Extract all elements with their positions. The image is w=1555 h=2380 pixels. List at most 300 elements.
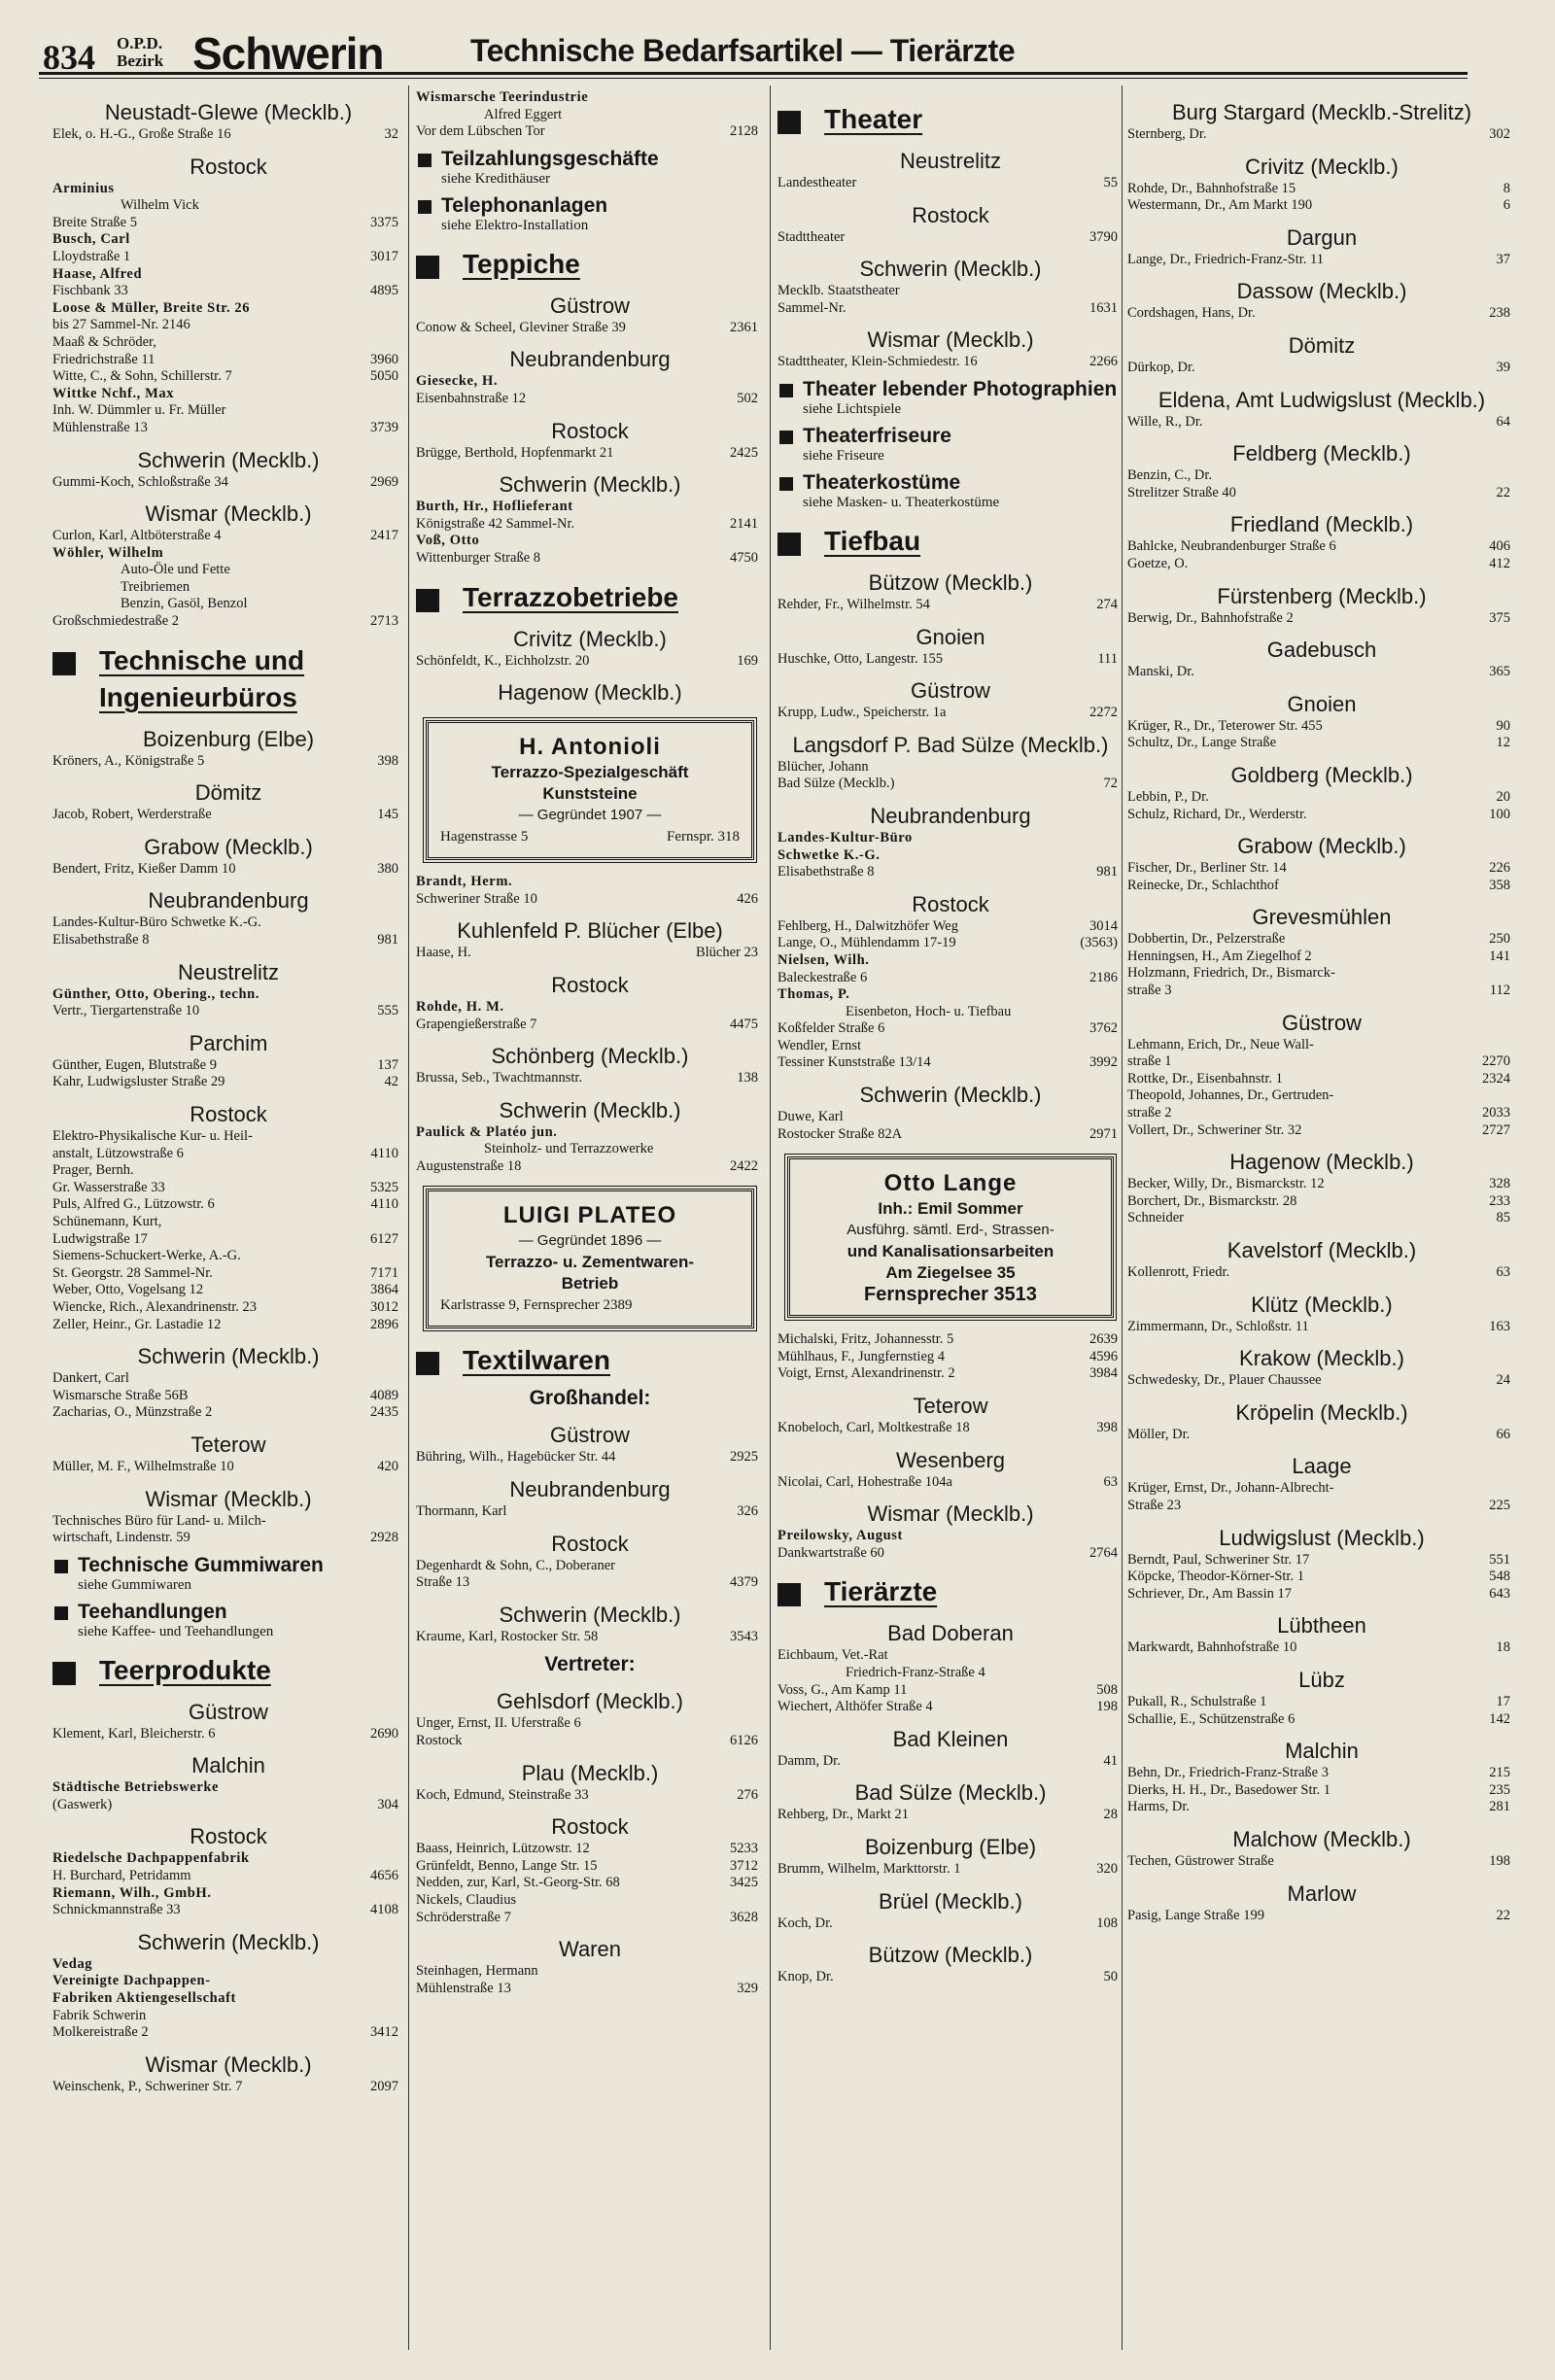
directory-entry <box>416 1017 764 1034</box>
directory-entry <box>52 231 404 249</box>
entry-name: Stadttheater, Klein-Schmiedestr. 16 <box>778 354 978 370</box>
entry-name: Günther, Eugen, Blutstraße 9 <box>52 1056 217 1073</box>
entry-name: Lange, Dr., Friedrich-Franz-Str. 11 <box>1127 251 1325 267</box>
phone-number: 22 <box>1496 484 1510 500</box>
entry-name: Eisenbeton, Hoch- u. Tiefbau <box>846 1003 1012 1019</box>
entry-name: Strelitzer Straße 40 <box>1127 484 1236 500</box>
city-heading: Wismar (Mecklb.) <box>867 1501 1034 1527</box>
ad-phone: Fernspr. 318 <box>667 829 740 845</box>
entry-name: Fabriken Aktiengesellschaft <box>52 1990 236 2007</box>
directory-entry <box>52 2024 404 2042</box>
phone-number: 981 <box>1096 864 1118 880</box>
advertisement <box>787 1156 1114 1318</box>
directory-entry <box>52 807 404 824</box>
directory-entry <box>52 545 404 563</box>
phone-number: 320 <box>1096 1860 1118 1877</box>
phone-number: 4656 <box>370 1868 398 1884</box>
directory-entry <box>52 1868 404 1885</box>
ad-line: Otto Lange <box>883 1170 1018 1197</box>
opd-line2: Bezirk <box>117 52 164 70</box>
entry-name: Schriever, Dr., Am Bassin 17 <box>1127 1585 1292 1602</box>
city-heading: Rostock <box>190 154 267 179</box>
entry-name: Loose & Müller, Breite Str. 26 <box>52 299 251 316</box>
directory-entry <box>778 1753 1123 1771</box>
entry-name: Riedelsche Dachpappenfabrik <box>52 1850 250 1867</box>
phone-number: 85 <box>1496 1210 1510 1226</box>
directory-entry <box>52 300 404 318</box>
phone-number: 1631 <box>1089 299 1118 316</box>
entry-name: Breite Straße 5 <box>52 214 137 230</box>
entry-name: Landestheater <box>778 175 857 190</box>
directory-entry <box>778 1349 1123 1366</box>
entry-name: Becker, Willy, Dr., Bismarckstr. 12 <box>1127 1176 1325 1192</box>
entry-name: Bahlcke, Neubrandenburger Straße 6 <box>1127 538 1336 555</box>
entry-name: Busch, Carl <box>52 231 130 248</box>
ad-address: Karlstrasse 9, Fernsprecher 2389 <box>440 1297 633 1314</box>
directory-entry <box>416 1574 764 1592</box>
directory-entry <box>1127 610 1516 628</box>
entry-name: Wöhler, Wilhelm <box>52 544 164 561</box>
directory-entry <box>1127 414 1516 431</box>
section-heading: Terrazzobetriebe <box>416 579 764 616</box>
phone-number: 238 <box>1489 305 1510 322</box>
directory-entry <box>778 597 1123 614</box>
page-header <box>0 0 1555 79</box>
entry-name: Rohde, Dr., Bahnhofstraße 15 <box>1127 180 1296 196</box>
city-heading: Kröpelin (Mecklb.) <box>1235 1399 1408 1425</box>
directory-entry <box>1127 1176 1516 1193</box>
ad-line: Inh.: Emil Sommer <box>878 1199 1023 1219</box>
ad-line: Ausführg. sämtl. Erd-, Strassen- <box>847 1222 1054 1239</box>
column-1 <box>52 89 404 2344</box>
header-rule-thin <box>39 78 1468 79</box>
entry-name: Goetze, O. <box>1127 555 1189 571</box>
phone-number: 6126 <box>730 1733 758 1749</box>
entry-name: Voss, G., Am Kamp 11 <box>778 1681 908 1698</box>
phone-number: 375 <box>1489 609 1510 626</box>
directory-entry <box>778 864 1123 881</box>
entry-name: Giesecke, H. <box>416 373 499 390</box>
directory-entry <box>416 550 764 568</box>
city-heading: Dömitz <box>194 780 262 806</box>
phone-number: 215 <box>1489 1765 1510 1781</box>
entry-name: Conow & Scheel, Gleviner Straße 39 <box>416 319 626 335</box>
directory-entry <box>416 999 764 1017</box>
entry-name: Techen, Güstrower Straße <box>1127 1852 1274 1869</box>
directory-entry <box>1127 252 1516 269</box>
phone-number: 22 <box>1496 1907 1510 1923</box>
phone-number: 55 <box>1103 175 1118 190</box>
directory-entry <box>1127 965 1516 983</box>
section-heading: Teerprodukte <box>52 1652 404 1689</box>
phone-number: 643 <box>1489 1585 1510 1602</box>
directory-entry <box>778 1420 1123 1437</box>
phone-number: 4379 <box>730 1574 758 1591</box>
entry-name: Maaß & Schröder, <box>52 333 156 350</box>
cross-reference <box>416 193 764 234</box>
entry-name: Michalski, Fritz, Johannesstr. 5 <box>778 1331 954 1348</box>
city-heading: Schwerin (Mecklb.) <box>859 257 1042 282</box>
entry-name: Zeller, Heinr., Gr. Lastadie 12 <box>52 1316 222 1332</box>
directory-entry <box>52 1282 404 1299</box>
city-heading: Crivitz (Mecklb.) <box>1245 154 1399 179</box>
city-heading: Kuhlenfeld P. Blücher (Elbe) <box>457 918 723 944</box>
directory-entry <box>1127 1427 1516 1444</box>
directory-entry <box>1127 1765 1516 1782</box>
phone-number: 2361 <box>730 319 758 335</box>
entry-name: Alfred Eggert <box>484 106 563 122</box>
entry-name: Nedden, zur, Karl, St.-Georg-Str. 68 <box>416 1875 620 1891</box>
directory-entry <box>778 354 1123 371</box>
directory-entry <box>416 533 764 550</box>
directory-entry <box>52 1299 404 1317</box>
entry-name: Eichbaum, Vet.-Rat <box>778 1647 888 1664</box>
cross-reference-title: Theater lebender Photographien <box>803 377 1118 400</box>
cross-reference <box>52 1553 404 1594</box>
column-3 <box>778 89 1123 2344</box>
phone-number: 555 <box>377 1003 398 1019</box>
directory-entry <box>778 705 1123 722</box>
entry-name: Thormann, Karl <box>416 1503 507 1520</box>
directory-entry <box>52 197 404 215</box>
city-heading: Güstrow <box>1282 1010 1362 1035</box>
entry-name: Pukall, R., Schulstraße 1 <box>1127 1693 1267 1709</box>
phone-number: 508 <box>1096 1681 1118 1698</box>
ad-line: Am Ziegelsee 35 <box>885 1263 1016 1283</box>
city-heading: Eldena, Amt Ludwigslust (Mecklb.) <box>1158 387 1486 412</box>
phone-number: 365 <box>1489 664 1510 680</box>
entry-name: Elek, o. H.-G., Große Straße 16 <box>52 126 231 142</box>
directory-entry <box>1127 735 1516 752</box>
entry-name: Zimmermann, Dr., Schloßstr. 11 <box>1127 1318 1309 1334</box>
entry-name: Rehder, Fr., Wilhelmstr. 54 <box>778 596 930 612</box>
directory-entry <box>52 181 404 198</box>
column-divider <box>408 86 409 2350</box>
phone-number: 358 <box>1489 877 1510 893</box>
entry-name: Baass, Heinrich, Lützowstr. 12 <box>416 1841 590 1857</box>
directory-entry <box>52 2079 404 2096</box>
entry-name: Theopold, Johannes, Dr., Gertruden- <box>1127 1087 1334 1104</box>
phone-number: 502 <box>737 390 758 406</box>
phone-number: Blücher 23 <box>695 945 758 961</box>
directory-entry <box>778 847 1123 865</box>
directory-entry <box>416 1981 764 1998</box>
phone-number: 4089 <box>370 1387 398 1403</box>
directory-entry <box>1127 931 1516 949</box>
directory-entry <box>778 759 1123 776</box>
entry-name: Bühring, Wilh., Hagebücker Str. 44 <box>416 1449 616 1466</box>
section-heading: Tiefbau <box>778 523 1123 560</box>
directory-entry <box>416 1449 764 1466</box>
city-heading: Schwerin (Mecklb.) <box>499 472 681 498</box>
city-heading: Wismar (Mecklb.) <box>145 1486 312 1511</box>
phone-number: 32 <box>384 126 398 142</box>
entry-name: Köpcke, Theodor-Körner-Str. 1 <box>1127 1569 1304 1585</box>
ad-line: Terrazzo-Spezialgeschäft <box>491 763 689 782</box>
city-heading: Goldberg (Mecklb.) <box>1230 762 1413 787</box>
entry-name: Friedrichstraße 11 <box>52 351 156 367</box>
directory-entry <box>778 1807 1123 1824</box>
city-heading: Kavelstorf (Mecklb.) <box>1227 1238 1417 1262</box>
cross-reference-target: siehe Friseure <box>803 447 884 464</box>
directory-entry <box>52 1990 404 2008</box>
city-heading: Grevesmühlen <box>1252 905 1392 930</box>
phone-number: 2639 <box>1089 1331 1118 1348</box>
city-heading: Schwerin (Mecklb.) <box>137 1344 320 1369</box>
ad-line: Fernsprecher 3513 <box>864 1284 1037 1306</box>
phone-number: 3017 <box>370 248 398 264</box>
entry-name: Wilhelm Vick <box>121 197 199 214</box>
entry-name: Großschmiedestraße 2 <box>52 613 180 630</box>
entry-name: Fischbank 33 <box>52 283 128 299</box>
phone-number: 137 <box>377 1056 398 1073</box>
directory-entry <box>416 1558 764 1575</box>
city-heading: Plau (Mecklb.) <box>521 1760 659 1785</box>
entry-name: Lloydstraße 1 <box>52 248 131 264</box>
directory-entry <box>416 1629 764 1646</box>
phone-number: 198 <box>1096 1699 1118 1715</box>
directory-entry <box>1127 1586 1516 1604</box>
directory-entry <box>52 420 404 437</box>
directory-entry <box>778 986 1123 1004</box>
entry-name: Haase, H. <box>416 945 471 961</box>
entry-name: Steinhagen, Hermann <box>416 1963 538 1980</box>
directory-entry <box>416 499 764 516</box>
phone-number: 4895 <box>370 283 398 299</box>
entry-name: Dankwartstraße 60 <box>778 1544 884 1561</box>
directory-entry <box>1127 1639 1516 1657</box>
directory-entry <box>52 215 404 232</box>
entry-name: Arminius <box>52 180 115 196</box>
phone-number: 302 <box>1489 126 1510 142</box>
directory-entry <box>52 861 404 879</box>
advertisement <box>426 1189 754 1328</box>
phone-number: 426 <box>737 890 758 907</box>
city-heading: Schwerin (Mecklb.) <box>499 1602 681 1627</box>
city-heading: Neustadt-Glewe (Mecklb.) <box>104 100 353 124</box>
directory-entry <box>416 1841 764 1858</box>
column-2 <box>416 89 764 2344</box>
directory-entry <box>416 874 764 891</box>
cross-reference <box>778 424 1123 465</box>
directory-entry <box>1127 181 1516 198</box>
entry-name: Sternberg, Dr. <box>1127 126 1207 142</box>
entry-name: Schwedesky, Dr., Plauer Chaussee <box>1127 1372 1322 1389</box>
city-heading: Parchim <box>189 1030 268 1055</box>
city-heading: Rostock <box>551 418 629 443</box>
directory-entry <box>52 1973 404 1990</box>
directory-entry <box>1127 1799 1516 1816</box>
directory-entry <box>1127 1569 1516 1586</box>
entry-name: Technisches Büro für Land- u. Milch- <box>52 1512 266 1529</box>
phone-number: 3992 <box>1089 1054 1118 1071</box>
phone-number: 328 <box>1489 1176 1510 1192</box>
entry-name: Burth, Hr., Hoflieferant <box>416 499 573 515</box>
entry-name: Treibriemen <box>121 578 190 595</box>
entry-name: Straße 13 <box>416 1574 470 1591</box>
directory-entry <box>778 1020 1123 1038</box>
entry-name: Landes-Kultur-Büro <box>778 829 913 845</box>
entry-name: Koch, Dr. <box>778 1914 833 1931</box>
directory-entry <box>778 1365 1123 1383</box>
ad-line: LUIGI PLATEO <box>502 1202 677 1229</box>
directory-entry <box>778 651 1123 669</box>
entry-name: Henningsen, H., Am Ziegelhof 2 <box>1127 948 1312 964</box>
city-heading: Gnoien <box>1287 691 1357 716</box>
phone-number: 50 <box>1103 1969 1118 1985</box>
directory-entry <box>778 1861 1123 1879</box>
entry-name: Wittke Nchf., Max <box>52 385 175 401</box>
directory-entry <box>1127 1053 1516 1071</box>
phone-number: 90 <box>1496 717 1510 734</box>
entry-name: Kröners, A., Königstraße 5 <box>52 752 205 769</box>
directory-entry <box>52 334 404 352</box>
entry-name: Vereinigte Dachpappen- <box>52 1973 211 1989</box>
ad-line: Terrazzo- u. Zementwaren- <box>485 1253 695 1272</box>
directory-entry <box>1127 860 1516 878</box>
phone-number: 3425 <box>730 1875 758 1891</box>
phone-number: 380 <box>377 860 398 877</box>
phone-number: 37 <box>1496 251 1510 267</box>
phone-number: 2896 <box>370 1316 398 1332</box>
entry-name: Kahr, Ludwigsluster Straße 29 <box>52 1074 225 1090</box>
entry-name: Borchert, Dr., Bismarckstr. 28 <box>1127 1192 1297 1209</box>
entry-name: Koch, Edmund, Steinstraße 33 <box>416 1786 589 1803</box>
entry-name: Zacharias, O., Münzstraße 2 <box>52 1404 213 1421</box>
entry-name: Weinschenk, P., Schweriner Str. 7 <box>52 2078 243 2094</box>
phone-number: 4475 <box>730 1016 758 1032</box>
city-heading: Dömitz <box>1288 332 1356 358</box>
phone-number: 108 <box>1096 1914 1118 1931</box>
directory-entry <box>52 1530 404 1547</box>
phone-number: 6 <box>1503 197 1510 214</box>
directory-entry <box>416 1858 764 1876</box>
entry-name: Holzmann, Friedrich, Dr., Bismarck- <box>1127 965 1335 982</box>
entry-name: Krupp, Ludw., Speicherstr. 1a <box>778 705 947 721</box>
entry-name: Schönfeldt, K., Eichholzstr. 20 <box>416 652 590 669</box>
directory-entry <box>1127 1210 1516 1227</box>
city-heading: Neubrandenburg <box>148 888 309 914</box>
entry-name: Eisenbahnstraße 12 <box>416 390 527 406</box>
entry-name: Rehberg, Dr., Markt 21 <box>778 1807 910 1823</box>
phone-number: 63 <box>1496 1264 1510 1280</box>
phone-number: 163 <box>1489 1318 1510 1334</box>
city-heading: Wismar (Mecklb.) <box>145 2052 312 2077</box>
city-heading: Marlow <box>1287 1880 1357 1906</box>
city-heading: Waren <box>559 1937 621 1962</box>
entry-name: Schnickmannstraße 33 <box>52 1902 181 1918</box>
entry-name: Rostocker Straße 82A <box>778 1125 903 1142</box>
entry-name: Witte, C., & Sohn, Schillerstr. 7 <box>52 368 232 385</box>
phone-number: 329 <box>737 1980 758 1996</box>
entry-name: Augustenstraße 18 <box>416 1157 522 1174</box>
directory-entry <box>52 1003 404 1020</box>
phone-number: 63 <box>1103 1473 1118 1490</box>
entry-name: Nickels, Claudius <box>416 1892 517 1908</box>
directory-entry <box>778 776 1123 793</box>
directory-entry <box>52 1214 404 1231</box>
directory-entry <box>1127 1264 1516 1282</box>
directory-entry <box>416 1787 764 1805</box>
ad-line: — Gegründet 1896 — <box>518 1232 662 1250</box>
phone-number: 2690 <box>370 1725 398 1742</box>
cross-reference-title: Teehandlungen <box>78 1600 227 1623</box>
entry-name: Krüger, Ernst, Dr., Johann-Albrecht- <box>1127 1480 1334 1497</box>
entry-name: Riemann, Wilh., GmbH. <box>52 1884 212 1901</box>
entry-name: Duwe, Karl <box>778 1109 844 1125</box>
city-heading: Hagenow (Mecklb.) <box>498 680 682 706</box>
phone-number: 5233 <box>730 1841 758 1857</box>
opd-line1: O.P.D. <box>117 34 163 52</box>
entry-name: Fehlberg, H., Dalwitzhöfer Weg <box>778 917 958 934</box>
directory-entry <box>416 1875 764 1892</box>
city-heading: Rostock <box>190 1824 267 1849</box>
city-heading: Lübtheen <box>1277 1613 1366 1638</box>
phone-number: 2266 <box>1089 354 1118 370</box>
cross-reference-target: siehe Elektro-Installation <box>441 217 589 233</box>
entry-name: Unger, Ernst, II. Uferstraße 6 <box>416 1715 581 1732</box>
directory-entry <box>778 952 1123 970</box>
entry-name: Wismarsche Straße 56B <box>52 1387 189 1403</box>
phone-number: 420 <box>377 1458 398 1474</box>
directory-entry <box>52 753 404 771</box>
directory-entry <box>1127 556 1516 573</box>
entry-name: wirtschaft, Lindenstr. 59 <box>52 1530 190 1546</box>
city-heading: Güstrow <box>550 1423 630 1448</box>
city-heading: Friedland (Mecklb.) <box>1229 512 1414 537</box>
city-heading: Dargun <box>1286 224 1358 250</box>
city-heading: Teterow <box>913 1394 988 1419</box>
directory-entry <box>52 596 404 613</box>
entry-name: straße 2 <box>1127 1105 1172 1121</box>
directory-entry <box>1127 664 1516 681</box>
cross-reference <box>778 377 1123 418</box>
entry-name: Friedrich-Franz-Straße 4 <box>846 1665 985 1680</box>
city-heading: Rostock <box>912 891 989 916</box>
directory-entry <box>52 1459 404 1476</box>
directory-entry <box>778 1038 1123 1055</box>
directory-entry <box>52 2008 404 2025</box>
directory-entry <box>52 1850 404 1868</box>
directory-entry <box>52 1902 404 1919</box>
directory-entry <box>1127 305 1516 323</box>
entry-name: Dierks, H. H., Dr., Basedower Str. 1 <box>1127 1781 1331 1798</box>
directory-entry <box>778 175 1123 192</box>
phone-number: 2272 <box>1089 705 1118 721</box>
phone-number: 18 <box>1496 1639 1510 1656</box>
city-heading: Rostock <box>551 1531 629 1556</box>
phone-number: 145 <box>377 807 398 823</box>
entry-name: Nielsen, Wilh. <box>778 951 870 968</box>
directory-entry <box>1127 718 1516 736</box>
phone-number: 326 <box>737 1503 758 1520</box>
phone-number: 138 <box>737 1070 758 1087</box>
ad-address: Hagenstrasse 5 <box>440 829 529 845</box>
directory-entry <box>52 1388 404 1405</box>
directory-entry <box>52 352 404 369</box>
entry-name: straße 3 <box>1127 983 1172 999</box>
entry-name: Klement, Karl, Bleicherstr. 6 <box>52 1725 216 1742</box>
entry-name: Voß, Otto <box>416 533 480 549</box>
cross-reference-target: siehe Gummiwaren <box>78 1576 192 1593</box>
entry-name: Molkereistraße 2 <box>52 2024 149 2041</box>
phone-number: 24 <box>1496 1372 1510 1389</box>
phone-number: 2727 <box>1482 1121 1510 1138</box>
cross-reference-title: Technische Gummiwaren <box>78 1553 324 1576</box>
cross-reference-title: Telephonanlagen <box>441 193 608 217</box>
city-heading: Teterow <box>190 1431 266 1457</box>
entry-name: Gummi-Koch, Schloßstraße 34 <box>52 473 228 490</box>
